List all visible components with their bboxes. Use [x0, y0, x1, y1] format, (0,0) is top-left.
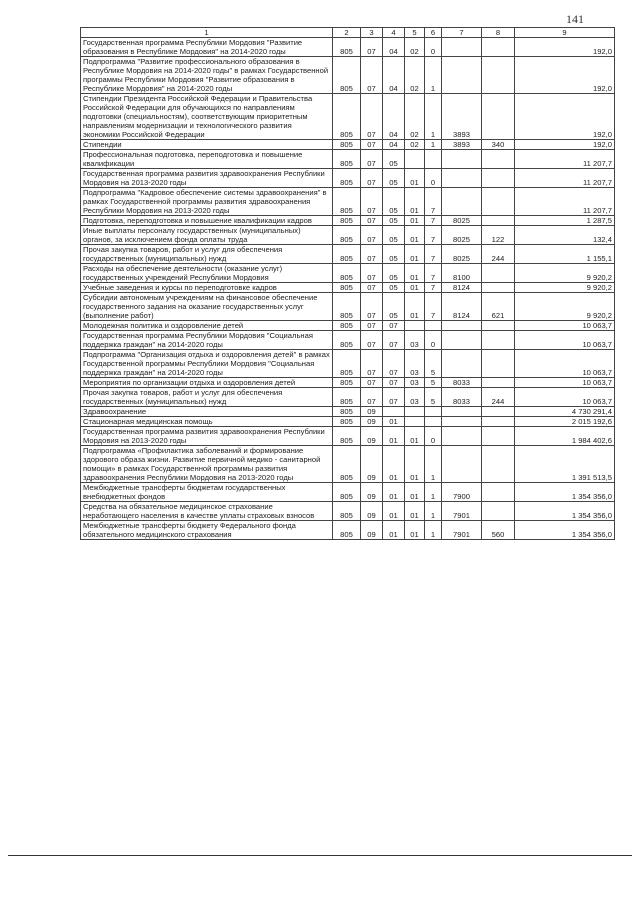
code-cell-3: 07	[361, 283, 383, 293]
code-cell-3: 07	[361, 293, 383, 321]
code-cell-2: 805	[333, 378, 361, 388]
code-cell-6: 7	[425, 264, 442, 283]
amount-cell: 9 920,2	[515, 264, 615, 283]
code-cell-3: 07	[361, 378, 383, 388]
code-cell-3: 09	[361, 502, 383, 521]
table-row	[81, 427, 615, 446]
code-cell-2: 805	[333, 331, 361, 350]
column-header: 4	[383, 28, 405, 38]
row-name-cell: Расходы на обеспечение деятельности (оказание услуг) государственных учреждений Республики Мордовия	[81, 264, 333, 283]
code-cell-7	[442, 321, 482, 331]
code-cell-5: 01	[405, 169, 425, 188]
code-cell-8	[482, 350, 515, 378]
code-cell-7	[442, 350, 482, 378]
code-cell-4: 01	[383, 427, 405, 446]
code-cell-3: 07	[361, 350, 383, 378]
code-cell-2: 805	[333, 427, 361, 446]
code-cell-3: 09	[361, 417, 383, 427]
code-cell-8: 621	[482, 293, 515, 321]
row-name-cell: Профессиональная подготовка, переподготовка и повышение квалификации	[81, 150, 333, 169]
amount-cell: 4 730 291,4	[515, 407, 615, 417]
code-cell-8	[482, 283, 515, 293]
code-cell-3: 07	[361, 388, 383, 407]
code-cell-7	[442, 188, 482, 216]
code-cell-4: 05	[383, 283, 405, 293]
code-cell-6	[425, 150, 442, 169]
code-cell-4: 04	[383, 94, 405, 140]
code-cell-6	[425, 407, 442, 417]
amount-cell: 1 391 513,5	[515, 446, 615, 483]
code-cell-5: 02	[405, 38, 425, 57]
code-cell-6: 0	[425, 427, 442, 446]
code-cell-5: 01	[405, 521, 425, 540]
code-cell-8	[482, 150, 515, 169]
code-cell-2: 805	[333, 140, 361, 150]
code-cell-7	[442, 150, 482, 169]
code-cell-2: 805	[333, 417, 361, 427]
code-cell-7	[442, 407, 482, 417]
code-cell-3: 07	[361, 216, 383, 226]
amount-cell: 11 207,7	[515, 188, 615, 216]
table-row	[81, 350, 615, 378]
code-cell-8	[482, 216, 515, 226]
budget-table	[80, 27, 615, 540]
code-cell-8: 340	[482, 140, 515, 150]
row-name-cell: Подпрограмма "Организация отдыха и оздоровления детей" в рамках Государственной программы Республики Мордовия "Социальная поддержка граждан" на 2014-2020 годы	[81, 350, 333, 378]
row-name-cell: Мероприятия по организации отдыха и оздоровления детей	[81, 378, 333, 388]
code-cell-8	[482, 264, 515, 283]
row-name-cell: Стипендии Президента Российской Федерации и Правительства Российской Федерации для обучающихся по направлениям подготовки (специальностям), соответствующим приоритетным направлениям модернизации и технологического развития экономики Российской Федерации	[81, 94, 333, 140]
column-header: 5	[405, 28, 425, 38]
row-name-cell: Стипендии	[81, 140, 333, 150]
amount-cell: 1 354 356,0	[515, 521, 615, 540]
code-cell-4: 05	[383, 264, 405, 283]
amount-cell: 10 063,7	[515, 378, 615, 388]
code-cell-4: 01	[383, 446, 405, 483]
code-cell-3: 07	[361, 38, 383, 57]
table-row	[81, 38, 615, 57]
code-cell-5: 02	[405, 140, 425, 150]
code-cell-5: 03	[405, 350, 425, 378]
code-cell-6: 7	[425, 226, 442, 245]
code-cell-5: 01	[405, 293, 425, 321]
code-cell-4: 01	[383, 417, 405, 427]
code-cell-2: 805	[333, 245, 361, 264]
code-cell-6: 1	[425, 140, 442, 150]
code-cell-3: 07	[361, 140, 383, 150]
code-cell-3: 09	[361, 521, 383, 540]
code-cell-6: 7	[425, 293, 442, 321]
row-name-cell: Прочая закупка товаров, работ и услуг для обеспечения государственных (муниципальных) нужд	[81, 245, 333, 264]
row-name-cell: Прочая закупка товаров, работ и услуг для обеспечения государственных (муниципальных) нужд	[81, 388, 333, 407]
code-cell-5	[405, 417, 425, 427]
code-cell-2: 805	[333, 388, 361, 407]
amount-cell: 192,0	[515, 57, 615, 94]
code-cell-6: 1	[425, 94, 442, 140]
code-cell-6: 1	[425, 446, 442, 483]
code-cell-6: 0	[425, 169, 442, 188]
code-cell-8: 122	[482, 226, 515, 245]
column-header: 3	[361, 28, 383, 38]
row-name-cell: Подпрограмма "Кадровое обеспечение системы здравоохранения" в рамках Государственной программы развития здравоохранения Республики Мордовия на 2013-2020 годы	[81, 188, 333, 216]
row-name-cell: Здравоохранение	[81, 407, 333, 417]
row-name-cell: Молодежная политика и оздоровление детей	[81, 321, 333, 331]
code-cell-5: 02	[405, 57, 425, 94]
code-cell-2: 805	[333, 264, 361, 283]
code-cell-8	[482, 427, 515, 446]
code-cell-5: 01	[405, 216, 425, 226]
code-cell-2: 805	[333, 283, 361, 293]
code-cell-6: 1	[425, 483, 442, 502]
code-cell-5: 03	[405, 331, 425, 350]
code-cell-5: 01	[405, 283, 425, 293]
code-cell-5: 02	[405, 94, 425, 140]
code-cell-5: 01	[405, 427, 425, 446]
code-cell-2: 805	[333, 521, 361, 540]
code-cell-5: 03	[405, 388, 425, 407]
code-cell-6: 7	[425, 245, 442, 264]
code-cell-8	[482, 331, 515, 350]
code-cell-8	[482, 169, 515, 188]
code-cell-6: 7	[425, 188, 442, 216]
table-row	[81, 331, 615, 350]
code-cell-8	[482, 38, 515, 57]
column-header: 1	[81, 28, 333, 38]
column-header: 7	[442, 28, 482, 38]
code-cell-7: 7901	[442, 521, 482, 540]
code-cell-8	[482, 502, 515, 521]
code-cell-3: 09	[361, 407, 383, 417]
row-name-cell: Государственная программа развития здравоохранения Республики Мордовия на 2013-2020 годы	[81, 427, 333, 446]
code-cell-8	[482, 57, 515, 94]
code-cell-6: 0	[425, 331, 442, 350]
amount-cell: 9 920,2	[515, 283, 615, 293]
code-cell-3: 09	[361, 446, 383, 483]
code-cell-6: 7	[425, 216, 442, 226]
amount-cell: 192,0	[515, 140, 615, 150]
code-cell-3: 07	[361, 245, 383, 264]
amount-cell: 11 207,7	[515, 169, 615, 188]
row-name-cell: Подготовка, переподготовка и повышение квалификации кадров	[81, 216, 333, 226]
row-name-cell: Средства на обязательное медицинское страхование неработающего населения в качестве уплаты страховых взносов	[81, 502, 333, 521]
code-cell-4: 04	[383, 57, 405, 94]
code-cell-7	[442, 57, 482, 94]
code-cell-7: 7900	[442, 483, 482, 502]
code-cell-7: 3893	[442, 140, 482, 150]
code-cell-8	[482, 94, 515, 140]
code-cell-7	[442, 169, 482, 188]
table-row	[81, 188, 615, 216]
code-cell-4: 07	[383, 321, 405, 331]
table-row	[81, 226, 615, 245]
code-cell-6: 1	[425, 502, 442, 521]
code-cell-2: 805	[333, 321, 361, 331]
row-name-cell: Государственная программа Республики Мордовия "Развитие образования в Республике Мордовия" на 2014-2020 годы	[81, 38, 333, 57]
code-cell-7: 8124	[442, 293, 482, 321]
code-cell-5: 01	[405, 188, 425, 216]
table-body	[81, 28, 615, 540]
row-name-cell: Учебные заведения и курсы по переподготовке кадров	[81, 283, 333, 293]
code-cell-2: 805	[333, 226, 361, 245]
table-row	[81, 57, 615, 94]
code-cell-4: 05	[383, 245, 405, 264]
code-cell-3: 07	[361, 57, 383, 94]
code-cell-4: 01	[383, 521, 405, 540]
amount-cell: 1 984 402,6	[515, 427, 615, 446]
row-name-cell: Подпрограмма «Профилактика заболеваний и формирование здорового образа жизни. Развитие первичной медико - санитарной помощи» в рамках Государственной программы развития здравоохранения Республики Мордовия на 2013-2020 годы	[81, 446, 333, 483]
code-cell-4: 01	[383, 502, 405, 521]
code-cell-7	[442, 38, 482, 57]
table-row	[81, 378, 615, 388]
code-cell-3: 07	[361, 226, 383, 245]
code-cell-6	[425, 321, 442, 331]
code-cell-5: 01	[405, 264, 425, 283]
code-cell-6: 5	[425, 350, 442, 378]
code-cell-3: 07	[361, 264, 383, 283]
table-row	[81, 245, 615, 264]
code-cell-3: 07	[361, 321, 383, 331]
column-header: 9	[515, 28, 615, 38]
code-cell-4: 01	[383, 483, 405, 502]
code-cell-7	[442, 417, 482, 427]
code-cell-6: 1	[425, 57, 442, 94]
code-cell-7: 8025	[442, 245, 482, 264]
table-row	[81, 283, 615, 293]
amount-cell: 11 207,7	[515, 150, 615, 169]
code-cell-4: 07	[383, 350, 405, 378]
code-cell-5	[405, 407, 425, 417]
column-header: 6	[425, 28, 442, 38]
code-cell-6: 5	[425, 388, 442, 407]
footer-divider	[8, 855, 632, 856]
table-row	[81, 169, 615, 188]
code-cell-4: 05	[383, 216, 405, 226]
code-cell-7: 3893	[442, 94, 482, 140]
code-cell-5	[405, 150, 425, 169]
code-cell-5	[405, 321, 425, 331]
code-cell-2: 805	[333, 293, 361, 321]
row-name-cell: Стационарная медицинская помощь	[81, 417, 333, 427]
code-cell-8: 244	[482, 388, 515, 407]
code-cell-2: 805	[333, 150, 361, 169]
amount-cell: 1 287,5	[515, 216, 615, 226]
code-cell-3: 09	[361, 483, 383, 502]
row-name-cell: Подпрограмма "Развитие профессионального образования в Республике Мордовия на 2014-2020 годы" в рамках Государственной программы Республики Мордовия "Развитие образования в Республике Мордовия" на 2014-2020 годы	[81, 57, 333, 94]
code-cell-2: 805	[333, 57, 361, 94]
code-cell-3: 07	[361, 94, 383, 140]
row-name-cell: Иные выплаты персоналу государственных (муниципальных) органов, за исключением фонда оплаты труда	[81, 226, 333, 245]
code-cell-7: 8025	[442, 226, 482, 245]
row-name-cell: Межбюджетные трансферты бюджетам государственных внебюджетных фондов	[81, 483, 333, 502]
code-cell-7: 7901	[442, 502, 482, 521]
amount-cell: 1 155,1	[515, 245, 615, 264]
code-cell-8	[482, 188, 515, 216]
table-row	[81, 264, 615, 283]
table-row	[81, 94, 615, 140]
amount-cell: 1 354 356,0	[515, 502, 615, 521]
code-cell-8: 560	[482, 521, 515, 540]
code-cell-4: 07	[383, 388, 405, 407]
code-cell-7	[442, 446, 482, 483]
row-name-cell: Субсидии автономным учреждениям на финансовое обеспечение государственного задания на оказание государственных услуг (выполнение работ)	[81, 293, 333, 321]
code-cell-4: 05	[383, 226, 405, 245]
code-cell-2: 805	[333, 407, 361, 417]
code-cell-2: 805	[333, 38, 361, 57]
column-header-row	[81, 28, 615, 38]
amount-cell: 10 063,7	[515, 331, 615, 350]
table-row	[81, 483, 615, 502]
code-cell-2: 805	[333, 216, 361, 226]
amount-cell: 10 063,7	[515, 350, 615, 378]
row-name-cell: Межбюджетные трансферты бюджету Федерального фонда обязательного медицинского страхования	[81, 521, 333, 540]
code-cell-7: 8033	[442, 388, 482, 407]
code-cell-4: 04	[383, 38, 405, 57]
code-cell-2: 805	[333, 188, 361, 216]
code-cell-5: 01	[405, 226, 425, 245]
table-row	[81, 407, 615, 417]
code-cell-8	[482, 407, 515, 417]
code-cell-4: 05	[383, 293, 405, 321]
table-row	[81, 417, 615, 427]
row-name-cell: Государственная программа развития здравоохранения Республики Мордовия на 2013-2020 годы	[81, 169, 333, 188]
code-cell-3: 07	[361, 169, 383, 188]
page-number: 141	[566, 12, 584, 26]
table-row	[81, 502, 615, 521]
code-cell-4: 07	[383, 378, 405, 388]
code-cell-5: 03	[405, 378, 425, 388]
amount-cell: 2 015 192,6	[515, 417, 615, 427]
code-cell-2: 805	[333, 502, 361, 521]
code-cell-3: 09	[361, 427, 383, 446]
code-cell-7	[442, 331, 482, 350]
code-cell-8	[482, 378, 515, 388]
code-cell-2: 805	[333, 446, 361, 483]
code-cell-5: 01	[405, 245, 425, 264]
code-cell-4: 05	[383, 169, 405, 188]
code-cell-8	[482, 321, 515, 331]
code-cell-4: 07	[383, 331, 405, 350]
table-row	[81, 216, 615, 226]
code-cell-4: 04	[383, 140, 405, 150]
code-cell-2: 805	[333, 169, 361, 188]
amount-cell: 132,4	[515, 226, 615, 245]
code-cell-3: 07	[361, 331, 383, 350]
code-cell-5: 01	[405, 502, 425, 521]
code-cell-4: 05	[383, 150, 405, 169]
column-header: 2	[333, 28, 361, 38]
code-cell-7: 8033	[442, 378, 482, 388]
code-cell-3: 07	[361, 150, 383, 169]
amount-cell: 192,0	[515, 94, 615, 140]
amount-cell: 10 063,7	[515, 321, 615, 331]
code-cell-8: 244	[482, 245, 515, 264]
code-cell-4	[383, 407, 405, 417]
code-cell-8	[482, 446, 515, 483]
code-cell-2: 805	[333, 94, 361, 140]
code-cell-7: 8100	[442, 264, 482, 283]
code-cell-4: 05	[383, 188, 405, 216]
table-row	[81, 321, 615, 331]
amount-cell: 192,0	[515, 38, 615, 57]
code-cell-7: 8025	[442, 216, 482, 226]
table-row	[81, 140, 615, 150]
amount-cell: 9 920,2	[515, 293, 615, 321]
table-row	[81, 446, 615, 483]
amount-cell: 10 063,7	[515, 388, 615, 407]
column-header: 8	[482, 28, 515, 38]
code-cell-2: 805	[333, 483, 361, 502]
row-name-cell: Государственная программа Республики Мордовия "Социальная поддержка граждан" на 2014-2020 годы	[81, 331, 333, 350]
table-row	[81, 150, 615, 169]
code-cell-2: 805	[333, 350, 361, 378]
code-cell-8	[482, 417, 515, 427]
code-cell-6: 1	[425, 521, 442, 540]
code-cell-8	[482, 483, 515, 502]
table-row	[81, 521, 615, 540]
code-cell-3: 07	[361, 188, 383, 216]
code-cell-6: 0	[425, 38, 442, 57]
table-row	[81, 293, 615, 321]
code-cell-7	[442, 427, 482, 446]
code-cell-6: 7	[425, 283, 442, 293]
code-cell-6	[425, 417, 442, 427]
code-cell-6: 5	[425, 378, 442, 388]
code-cell-5: 01	[405, 483, 425, 502]
code-cell-7: 8124	[442, 283, 482, 293]
table-row	[81, 388, 615, 407]
amount-cell: 1 354 356,0	[515, 483, 615, 502]
code-cell-5: 01	[405, 446, 425, 483]
